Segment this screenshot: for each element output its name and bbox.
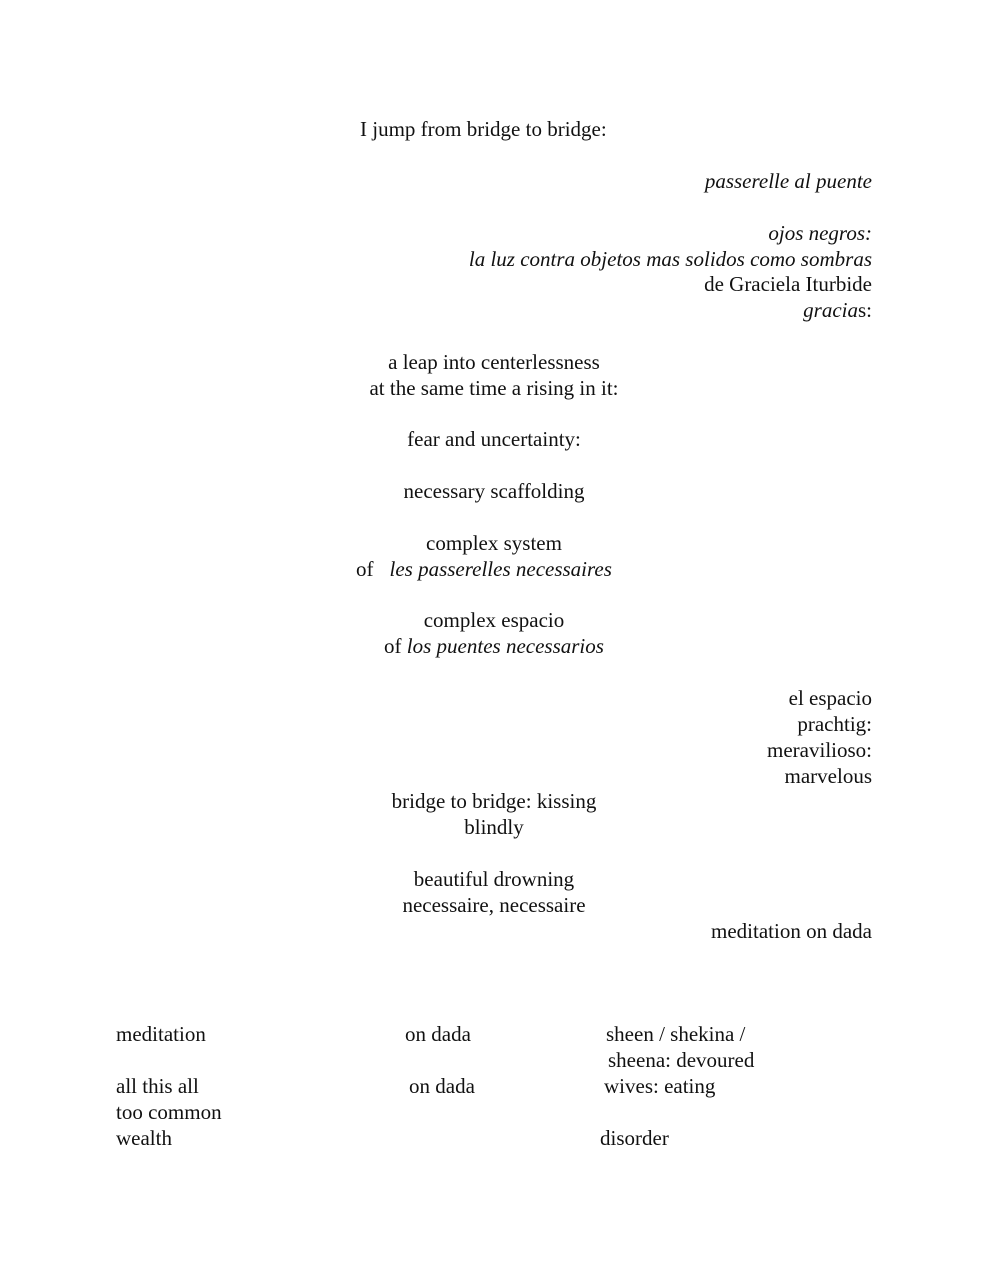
poem-line: de Graciela Iturbide <box>704 272 872 296</box>
column-left-line: meditation <box>116 1022 206 1046</box>
poem-line <box>356 556 612 582</box>
poem-line <box>803 297 872 323</box>
poem-line-italic: les passerelles necessaires <box>389 557 612 581</box>
poem-line-italic: gracia <box>803 298 858 322</box>
poem-line-prefix: of <box>356 557 374 581</box>
poem-line: meditation on dada <box>711 919 872 943</box>
column-middle-line: on dada <box>405 1022 471 1046</box>
poem-line: marvelous <box>784 764 872 788</box>
poem-line: a leap into centerlessness <box>388 350 600 374</box>
poem-line: I jump from bridge to bridge: <box>360 117 607 141</box>
column-left-line: all this all <box>116 1074 199 1098</box>
poem-line: el espacio <box>788 686 872 710</box>
poem-line <box>294 633 694 659</box>
poem-line: bridge to bridge: kissing <box>391 789 597 813</box>
poem-line: complex system <box>426 531 562 555</box>
column-left-line: wealth <box>116 1126 172 1150</box>
poem-line: la luz contra objetos mas solidos como sombras <box>468 247 872 271</box>
poem-line: fear and uncertainty: <box>407 427 581 451</box>
poem-line: meravilioso: <box>767 738 872 762</box>
poem-line-rest: s: <box>857 298 872 322</box>
column-right-line: sheena: devoured <box>608 1048 755 1072</box>
poem-line: passerelle al puente <box>704 169 872 193</box>
column-middle-line: on dada <box>409 1074 475 1098</box>
column-left-line: too common <box>116 1100 222 1124</box>
poem-line-prefix: of <box>384 634 407 658</box>
poem-line: beautiful drowning <box>413 867 575 891</box>
poem-line: blindly <box>464 815 524 839</box>
poem-line: prachtig: <box>797 712 872 736</box>
poem-line: necessaire, necessaire <box>402 893 586 917</box>
poem-line: complex espacio <box>423 608 565 632</box>
column-right-line: wives: eating <box>604 1074 716 1098</box>
poem-line: at the same time a rising in it: <box>369 376 619 400</box>
poem-line-italic: los puentes necessarios <box>406 634 604 658</box>
poem-line: ojos negros: <box>768 221 872 245</box>
poem-line: necessary scaffolding <box>403 479 585 503</box>
column-right-line: disorder <box>600 1126 669 1150</box>
column-right-line: sheen / shekina / <box>606 1022 746 1046</box>
